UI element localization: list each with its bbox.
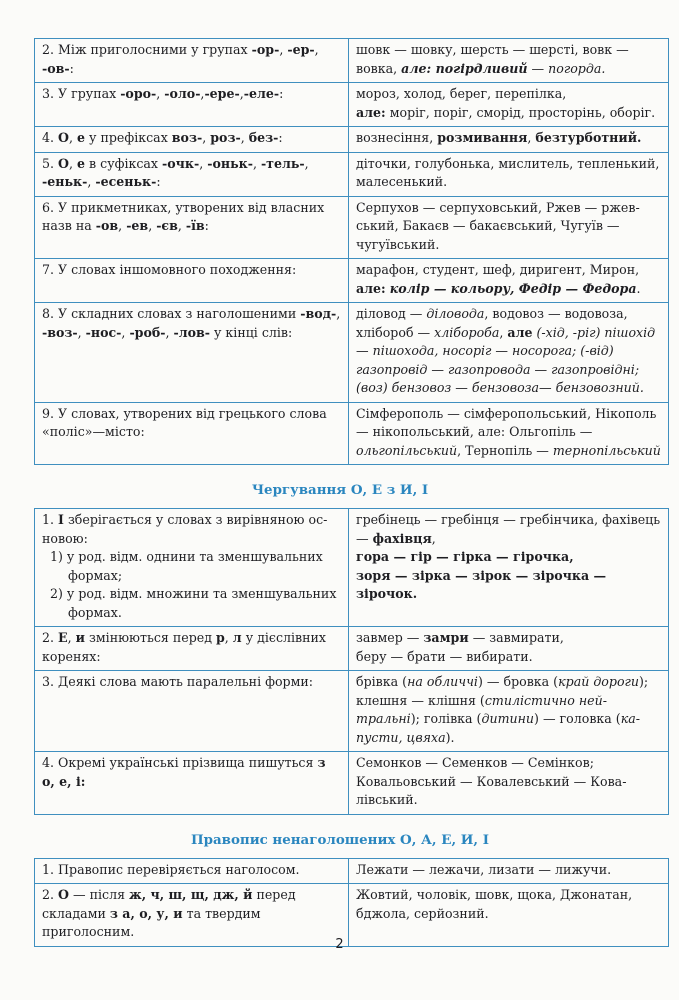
- text-run: ж, ч, ш, щ, дж, й: [129, 887, 253, 902]
- text-run: погорда.: [548, 60, 606, 76]
- text-run: але:: [356, 280, 386, 296]
- examples-cell: [349, 627, 669, 671]
- text-run: -вод-: [300, 306, 337, 321]
- text-run: у кінці слів:: [210, 324, 293, 340]
- rule-cell: [35, 671, 349, 752]
- text-run: -нос-: [85, 324, 122, 340]
- examples-cell: [349, 127, 669, 153]
- table-row: [35, 259, 669, 303]
- text-run: -тель-: [260, 155, 305, 171]
- text-run: ,: [165, 324, 174, 340]
- text-run: колір — кольору, Федір — Федора: [389, 280, 637, 296]
- rules-table-1: [34, 38, 669, 465]
- text-run: Семонков — Семенков — Семінков; Ковальовський — Ковалевський — Ковалівський.: [356, 755, 627, 807]
- text-run: замри: [423, 630, 469, 645]
- section-title-unstressed: Правопис ненаголошених О, А, Е, И, І: [190, 831, 490, 848]
- text-run: 2. Між приголосними у групах: [42, 42, 252, 57]
- text-run: л: [232, 630, 242, 645]
- text-run: тернопільський: [552, 442, 661, 458]
- text-run: ,: [279, 42, 288, 57]
- text-run: І: [58, 512, 64, 527]
- text-run: моріг, поріг, сморід, просторінь, оборіг.: [385, 104, 656, 120]
- examples-cell: [349, 402, 669, 465]
- text-run: :: [279, 86, 284, 101]
- text-run: ) — бровка (: [477, 674, 559, 689]
- section-title-alternation: Чергування О, Е з И, І: [251, 482, 429, 498]
- text-run: мороз, холод, берег, перепілка,: [356, 86, 567, 101]
- text-run: але: погірдливий: [401, 60, 528, 76]
- text-run: зберігається у словах з вирівняною основою:: [42, 512, 328, 546]
- text-run: (-хід, -ріг) пішохід — пішохода, носоріг — носорога; (-від) газопровід — газопровода — газопровідні; (воз) бензовоз — бензовоза— бензовозний.: [356, 324, 656, 395]
- text-run: :: [204, 218, 209, 233]
- text-run: — завмирати,: [468, 630, 564, 645]
- examples-cell: [349, 509, 669, 627]
- text-run: р: [215, 630, 225, 645]
- text-run: у префіксах: [85, 130, 172, 145]
- rule-sub-item: [42, 548, 342, 585]
- text-run: на обличчі: [407, 674, 478, 689]
- text-run: ,: [202, 130, 211, 145]
- text-run: 1) у род. відм. однини та зменшувальних формах;: [50, 549, 323, 583]
- text-run: 2.: [42, 630, 59, 645]
- text-run: -ев: [126, 218, 149, 233]
- text-run: брівка (: [356, 674, 408, 689]
- text-run: в суфіксах: [85, 155, 163, 171]
- text-run: без-: [248, 130, 279, 145]
- text-run: беру — брати — вибирати.: [356, 648, 533, 664]
- text-run: Серпухов — серпуховський, Ржев — ржевський, Бакаєв — бакаєвський, Чугуїв — чугуївський.: [356, 199, 640, 252]
- examples-cell: [349, 152, 669, 196]
- text-run: -єв: [156, 218, 178, 233]
- text-run: 5.: [42, 155, 59, 171]
- rule-cell: [35, 39, 349, 83]
- text-run: воз-: [171, 130, 203, 145]
- table-row: [35, 303, 669, 403]
- text-run: ,: [240, 130, 249, 145]
- text-run: -воз-: [42, 324, 78, 340]
- text-run: у дієслівних коренях:: [42, 630, 327, 664]
- text-run: 8. У складних словах з наголошеними: [42, 306, 301, 321]
- text-run: безтурботний.: [535, 130, 642, 145]
- rule-cell: [35, 196, 349, 259]
- table-row: [35, 402, 669, 465]
- text-run: 3. Деякі слова мають паралельні форми:: [42, 674, 314, 689]
- text-run: ); клешня — клішня (: [356, 674, 649, 708]
- text-run: але:: [356, 104, 386, 120]
- text-run: але: [507, 324, 533, 340]
- text-run: 6. У прикметниках, утворених від власних назв на: [42, 199, 325, 233]
- text-run: -еньк-: [42, 174, 88, 189]
- text-run: 7. У словах іншомовного походження:: [42, 262, 297, 277]
- text-run: 2.: [42, 887, 59, 902]
- text-run: завмер —: [356, 630, 424, 645]
- text-run: діловод —: [356, 306, 427, 321]
- text-run: ) — головка (: [534, 711, 621, 726]
- text-run: -їв: [185, 218, 205, 233]
- text-run: 3. У групах: [42, 86, 121, 101]
- table-row: [35, 127, 669, 153]
- text-run: марафон, студент, шеф, диригент, Мирон,: [356, 262, 640, 277]
- text-run: -оро-: [120, 86, 157, 101]
- text-run: ); голівка (: [410, 711, 482, 726]
- text-run: ,: [177, 218, 186, 233]
- text-run: ,: [67, 630, 76, 645]
- text-run: ,: [156, 86, 165, 101]
- examples-cell: [349, 303, 669, 403]
- text-run: О: [58, 130, 70, 145]
- text-run: ,: [499, 324, 508, 340]
- rule-cell: [35, 627, 349, 671]
- text-run: розмивання: [437, 130, 528, 145]
- text-run: -ор-: [251, 42, 280, 57]
- text-run: хлібороба: [434, 324, 500, 340]
- text-run: -ере-: [204, 86, 240, 101]
- examples-cell: [349, 83, 669, 127]
- text-run: капусти, цвяха: [356, 711, 641, 745]
- text-run: —: [527, 60, 549, 76]
- text-run: ,: [118, 218, 127, 233]
- table-row: [35, 509, 669, 627]
- text-run: дитини: [481, 711, 535, 726]
- text-run: діловода: [426, 306, 485, 321]
- text-run: 1.: [42, 512, 59, 527]
- table-row: [35, 671, 669, 752]
- text-run: гребінець — гребінця — гребінчика, фахівець —: [356, 512, 661, 546]
- text-run: -оньк-: [207, 155, 253, 171]
- text-run: 9. У словах, утворених від грецького слова «поліс»—місто:: [42, 405, 327, 439]
- rules-table-2: [34, 508, 669, 815]
- text-run: ,: [314, 42, 319, 57]
- text-run: -роб-: [129, 324, 166, 340]
- examples-cell: [349, 196, 669, 259]
- text-run: -лов-: [173, 324, 210, 340]
- rule-cell: [35, 83, 349, 127]
- table-row: [35, 83, 669, 127]
- text-run: ,: [252, 155, 261, 171]
- rule-cell: [35, 152, 349, 196]
- table-row: [35, 196, 669, 259]
- rule-cell: [35, 752, 349, 815]
- text-run: стилістично нейтральні: [356, 692, 607, 726]
- text-run: діточки, голубонька, мислитель, тепленький, малесенький.: [356, 155, 660, 189]
- text-run: перед складами: [42, 887, 296, 921]
- text-run: Е: [58, 630, 68, 645]
- examples-cell: [349, 858, 669, 884]
- text-run: фахівця: [372, 530, 432, 546]
- text-run: ,: [77, 324, 86, 340]
- examples-cell: [349, 671, 669, 752]
- text-run: зоря — зірка — зірок — зірочка — зірочок.: [356, 567, 607, 601]
- text-run: 2) у род. відм. множини та зменшувальних формах.: [50, 586, 337, 620]
- rule-cell: [35, 402, 349, 465]
- text-run: ольгопільський: [356, 442, 458, 458]
- text-run: е: [77, 155, 86, 171]
- text-run: ,: [87, 174, 96, 189]
- text-run: ,: [431, 530, 436, 546]
- page-content: [34, 38, 661, 947]
- table-row: [35, 627, 669, 671]
- rule-cell: [35, 858, 349, 884]
- rule-cell: [35, 303, 349, 403]
- text-run: :: [156, 174, 161, 189]
- text-run: ,: [69, 155, 78, 171]
- text-run: роз-: [210, 130, 241, 145]
- text-run: -оло-: [164, 86, 201, 101]
- text-run: О: [58, 155, 70, 171]
- text-run: ,: [527, 130, 536, 145]
- text-run: -еле-: [243, 86, 280, 101]
- text-run: та твердим приголосним.: [42, 905, 261, 939]
- text-run: ,: [69, 130, 78, 145]
- text-run: з а, о, у, и: [109, 905, 183, 921]
- text-run: шовк — шовку, шерсть — шерсті, вовк — вовка,: [356, 42, 629, 76]
- rule-cell: [35, 259, 349, 303]
- text-run: О: [58, 887, 70, 902]
- text-run: -очк-: [162, 155, 200, 171]
- text-run: -ер-: [287, 42, 315, 57]
- rule-intro: [42, 511, 342, 548]
- text-run: ,: [200, 86, 205, 101]
- rule-cell: [35, 127, 349, 153]
- text-run: ,: [121, 324, 130, 340]
- text-run: — після: [69, 887, 130, 902]
- text-run: вознесіння,: [356, 130, 438, 145]
- text-run: -ов-: [42, 60, 70, 76]
- table-row: [35, 858, 669, 884]
- text-run: е: [77, 130, 86, 145]
- text-run: з о, е, і:: [42, 755, 326, 789]
- examples-cell: [349, 39, 669, 83]
- text-run: и: [75, 630, 85, 645]
- text-run: змінюються перед: [85, 630, 216, 645]
- text-run: Лежати — лежачи, лизати — лижучи.: [356, 861, 612, 877]
- text-run: , Тернопіль —: [457, 442, 553, 458]
- text-run: гора — гір — гірка — гірочка,: [356, 549, 574, 564]
- text-run: :: [69, 60, 74, 76]
- text-run: 4.: [42, 130, 59, 145]
- text-run: ,: [199, 155, 208, 171]
- rule-sub-item: [42, 585, 342, 622]
- page-number: 2: [335, 937, 344, 952]
- text-run: ,: [239, 86, 244, 101]
- table-row: [35, 39, 669, 83]
- text-run: ,: [148, 218, 157, 233]
- rule-cell: [35, 509, 349, 627]
- text-run: -ов: [95, 218, 119, 233]
- text-run: ).: [445, 729, 455, 745]
- text-run: -есеньк-: [95, 174, 157, 189]
- text-run: ,: [336, 306, 341, 321]
- text-run: ,: [304, 155, 309, 171]
- text-run: край дороги: [558, 674, 639, 689]
- examples-cell: [349, 752, 669, 815]
- text-run: :: [278, 130, 283, 145]
- rules-table-3: [34, 858, 669, 947]
- text-run: 1. Правопис перевіряється наголосом.: [42, 861, 300, 877]
- examples-cell: [349, 259, 669, 303]
- text-run: ,: [224, 630, 233, 645]
- table-row: [35, 152, 669, 196]
- table-row: [35, 752, 669, 815]
- text-run: Сімферополь — сімферопольський, Нікополь — нікопольський, але: Ольгопіль —: [356, 405, 657, 439]
- text-run: .: [636, 280, 641, 296]
- text-run: Жовтий, чоловік, шовк, щока, Джонатан, бджола, серйозний.: [356, 887, 633, 921]
- text-run: , водовоз — водовоза, хлібороб —: [356, 306, 628, 340]
- text-run: 4. Окремі українські прізвища пишуться: [42, 755, 318, 770]
